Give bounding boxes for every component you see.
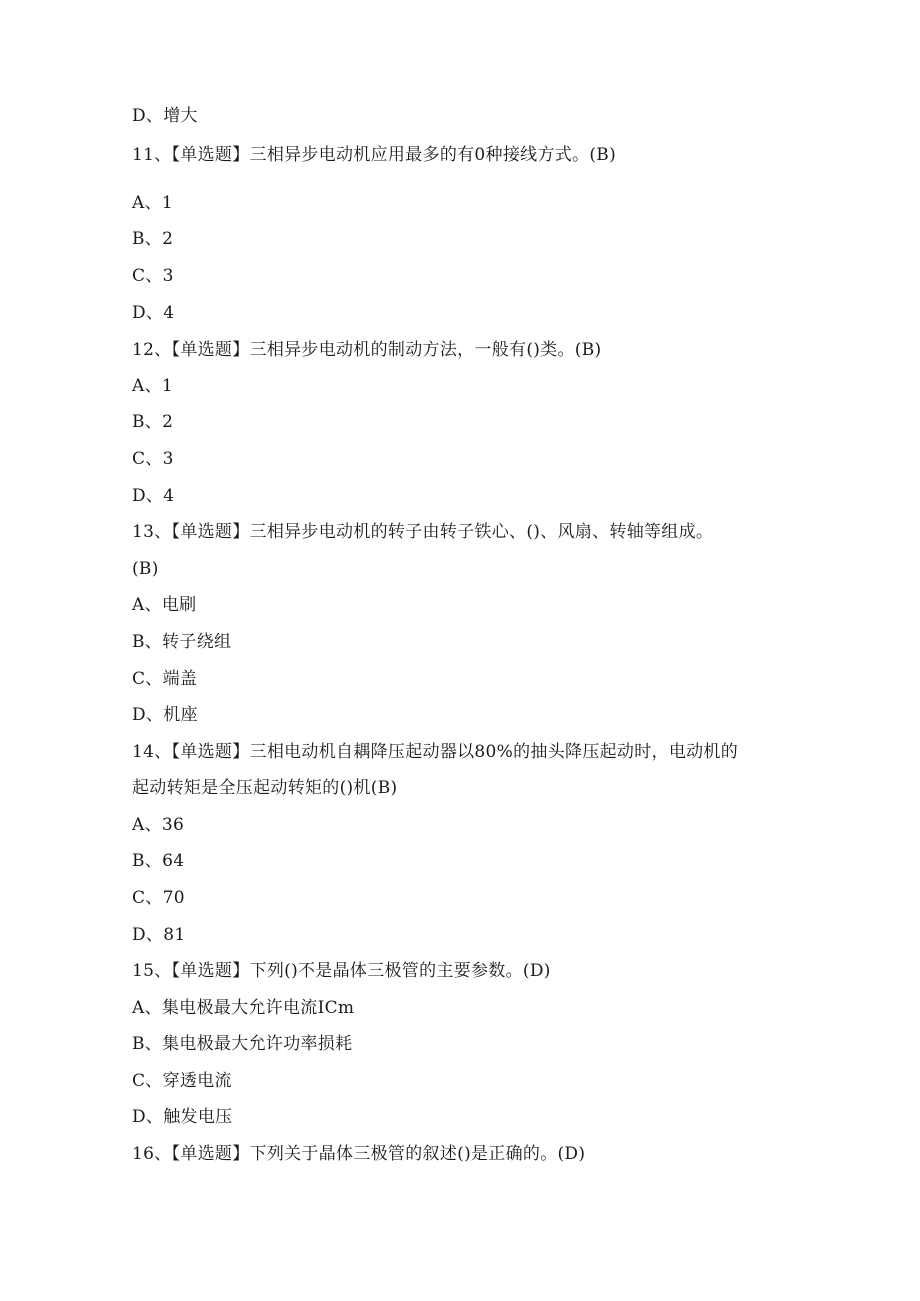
option-line: B、2 (132, 412, 174, 432)
option-line: C、3 (132, 266, 174, 286)
question-line: 12、【单选题】三相异步电动机的制动方法，一般有()类。(B) (132, 340, 602, 360)
option-line: A、1 (132, 376, 173, 396)
question-line: 13、【单选题】三相异步电动机的转子由转子铁心、()、风扇、转轴等组成。 (132, 522, 714, 542)
option-line: D、机座 (132, 705, 198, 725)
option-line: A、1 (132, 193, 173, 213)
option-line: B、集电极最大允许功率损耗 (132, 1034, 353, 1054)
option-line: D、增大 (132, 106, 198, 126)
question-line: 16、【单选题】下列关于晶体三极管的叙述()是正确的。(D) (132, 1144, 586, 1164)
option-line: B、2 (132, 229, 174, 249)
option-line: A、电刷 (132, 595, 197, 615)
question-line: 11、【单选题】三相异步电动机应用最多的有0种接线方式。(B) (132, 145, 617, 165)
option-line: C、3 (132, 449, 174, 469)
question-line: 15、【单选题】下列()不是晶体三极管的主要参数。(D) (132, 961, 551, 981)
option-line: D、4 (132, 303, 175, 323)
option-line: D、4 (132, 486, 175, 506)
question-continuation: 起动转矩是全压起动转矩的()机(B) (132, 778, 398, 798)
option-line: C、端盖 (132, 669, 198, 689)
question-continuation: (B) (132, 559, 159, 579)
option-line: B、转子绕组 (132, 632, 232, 652)
option-line: D、81 (132, 925, 186, 945)
option-line: C、70 (132, 888, 185, 908)
option-line: A、集电极最大允许电流ICm (132, 998, 355, 1018)
option-line: A、36 (132, 815, 185, 835)
option-line: C、穿透电流 (132, 1071, 232, 1091)
question-line: 14、【单选题】三相电动机自耦降压起动器以80%的抽头降压起动时，电动机的 (132, 742, 739, 762)
option-line: B、64 (132, 851, 185, 871)
option-line: D、触发电压 (132, 1107, 233, 1127)
